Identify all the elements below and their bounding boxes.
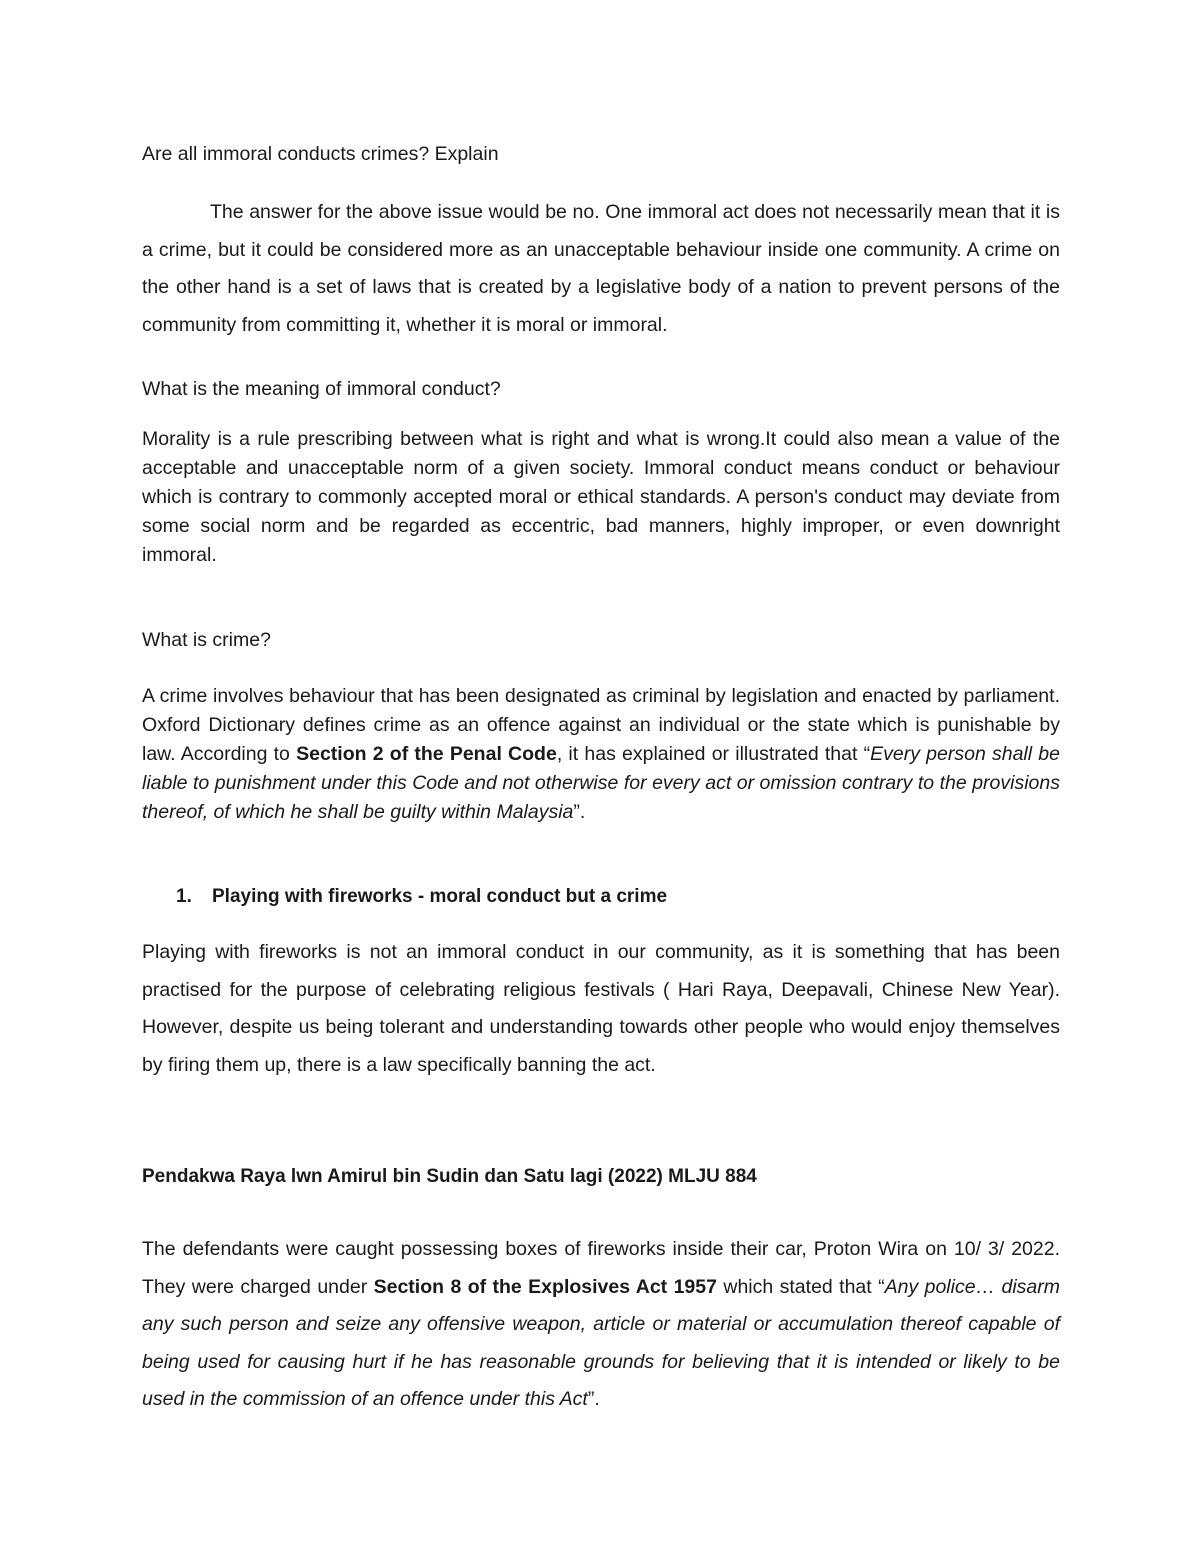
heading-text: Playing with fireworks - moral conduct but a crime xyxy=(212,886,668,907)
answer-3-text-2: , it has explained or illustrated that “ xyxy=(556,743,871,765)
case-text-2: which stated that “ xyxy=(716,1275,885,1298)
numbered-heading-1 xyxy=(176,885,667,909)
answer-paragraph-3 xyxy=(142,682,1060,827)
explosives-act-reference: Section 8 of the Explosives Act 1957 xyxy=(373,1275,717,1298)
case-text-3: ”. xyxy=(587,1388,600,1410)
explosives-act-quote: Any police… disarm any such person and seize any offensive weapon, article or material or accumulation thereof capable of being used for causing hurt if he has reasonable grounds for believing that it is intended or likely to be used in the commission of an offence under this Act xyxy=(142,1275,1060,1410)
penal-code-reference: Section 2 of the Penal Code xyxy=(296,743,557,765)
question-heading-3: What is crime? xyxy=(142,629,271,651)
document-page xyxy=(142,0,1060,1553)
heading-number: 1. xyxy=(176,886,192,907)
question-heading-1: Are all immoral conducts crimes? Explain xyxy=(142,143,499,165)
answer-3-text-1: A crime involves behaviour that has been designated as criminal by legislation and enacted by parliament. Oxford Dictionary defines crime as an offence against an individual or the state which is punishable by law. According to xyxy=(142,685,1060,765)
case-text-1: The defendants were caught possessing boxes of fireworks inside their car, Proton Wira on 10/ 3/ 2022. They were charged under xyxy=(142,1238,1060,1298)
case-title: Pendakwa Raya lwn Amirul bin Sudin dan Satu lagi (2022) MLJU 884 xyxy=(142,1166,757,1187)
penal-code-quote: Every person shall be liable to punishment under this Code and not otherwise for every act or omission contrary to the provisions thereof, of which he shall be guilty within Malaysia xyxy=(142,743,1060,823)
case-facts-paragraph xyxy=(142,1231,1060,1419)
question-heading-2: What is the meaning of immoral conduct? xyxy=(142,378,501,400)
answer-3-text-3: ”. xyxy=(573,801,586,823)
answer-paragraph-2: Morality is a rule prescribing between what is right and what is wrong.It could also mean a value of the acceptable and unacceptable norm of a given society. Immoral conduct means conduct or behaviour which is contrary to commonly accepted moral or ethical standards. A person's conduct may deviate from some social norm and be regarded as eccentric, bad manners, highly improper, or even downright immoral. xyxy=(142,428,1060,566)
fireworks-paragraph: Playing with fireworks is not an immoral conduct in our community, as it is something that has been practised for the purpose of celebrating religious festivals ( Hari Raya, Deepavali, Chinese New Year). However, despite us being tolerant and understanding towards other people who would enjoy themselves by firing them up, there is a law specifically banning the act. xyxy=(142,941,1060,1076)
answer-paragraph-1: The answer for the above issue would be no. One immoral act does not necessarily mean that it is a crime, but it could be considered more as an unacceptable behaviour inside one community. A crime on the other hand is a set of laws that is created by a legislative body of a nation to prevent persons of the community from committing it, whether it is moral or immoral. xyxy=(142,201,1060,336)
